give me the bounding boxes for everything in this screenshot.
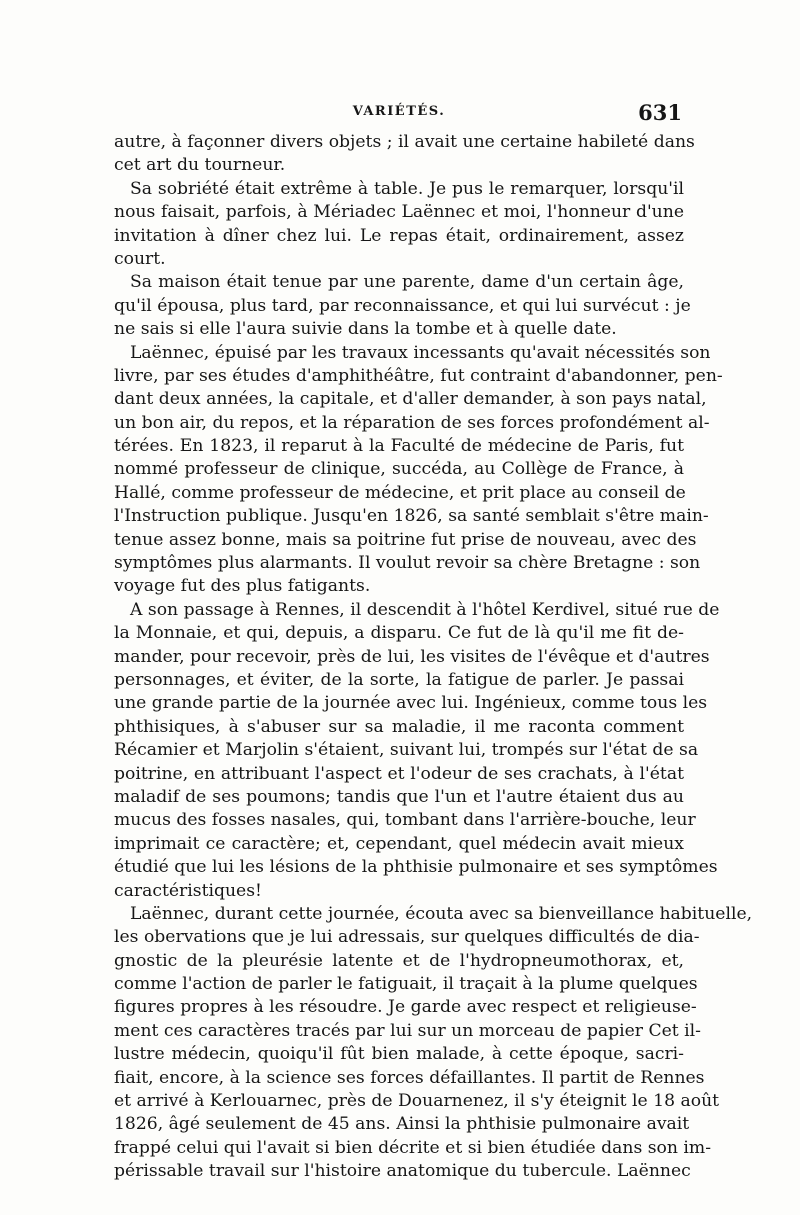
text-line: invitation à dîner chez lui. Le repas était, ordinairement, assez xyxy=(114,225,684,246)
text-line: Laënnec, durant cette journée, écouta avec sa bienveillance habituelle, xyxy=(130,903,753,924)
page-number: 631 xyxy=(638,100,682,125)
text-line: livre, par ses études d'amphithéâtre, fut contraint d'abandonner, pen- xyxy=(114,365,723,386)
text-line: frappé celui qui l'avait si bien décrite et si bien étudiée dans son im- xyxy=(114,1137,712,1158)
text-line: gnostic de la pleurésie latente et de l'hydropneumothorax, et, xyxy=(114,950,684,971)
text-line: court. xyxy=(114,248,166,269)
text-line: et arrivé à Kerlouarnec, près de Douarnenez, il s'y éteignit le 18 août xyxy=(114,1091,720,1112)
text-line: un bon air, du repos, et la réparation de ses forces profondément al- xyxy=(114,412,710,433)
text-line: étudié que lui les lésions de la phthisie pulmonaire et ses symptômes xyxy=(114,857,718,878)
text-line: mucus des fosses nasales, qui, tombant dans l'arrière-bouche, leur xyxy=(114,810,696,831)
text-line: nommé professeur de clinique, succéda, au Collège de France, à xyxy=(114,459,684,480)
text-line: térées. En 1823, il reparut à la Faculté de médecine de Paris, fut xyxy=(114,436,684,457)
text-line: une grande partie de la journée avec lui. Ingénieux, comme tous les xyxy=(114,693,708,714)
text-line: phthisiques, à s'abuser sur sa maladie, il me raconta comment xyxy=(114,716,684,737)
body-text xyxy=(114,131,753,1184)
text-line: cet art du tourneur. xyxy=(114,155,286,176)
text-line: A son passage à Rennes, il descendit à l'hôtel Kerdivel, situé rue de xyxy=(130,599,720,620)
text-line: la Monnaie, et qui, depuis, a disparu. Ce fut de là qu'il me fit de- xyxy=(114,623,684,644)
text-line: fiait, encore, à la science ses forces défaillantes. Il partit de Rennes xyxy=(114,1067,705,1088)
text-line: symptômes plus alarmants. Il voulut revoir sa chère Bretagne : son xyxy=(114,553,701,574)
text-line: autre, à façonner divers objets ; il avait une certaine habileté dans xyxy=(114,132,695,152)
text-line: mander, pour recevoir, près de lui, les visites de l'évêque et d'autres xyxy=(114,646,710,667)
text-line: 1826, âgé seulement de 45 ans. Ainsi la phthisie pulmonaire avait xyxy=(114,1114,690,1135)
text-line: Sa maison était tenue par une parente, dame d'un certain âge, xyxy=(130,272,684,293)
text-line: comme l'action de parler le fatiguait, il traçait à la plume quelques xyxy=(114,974,698,995)
text-line: nous faisait, parfois, à Mériadec Laënnec et moi, l'honneur d'une xyxy=(114,202,684,223)
text-line: ment ces caractères tracés par lui sur un morceau de papier Cet il- xyxy=(114,1020,701,1041)
text-line: ne sais si elle l'aura suivie dans la tombe et à quelle date. xyxy=(114,319,617,340)
text-line: Récamier et Marjolin s'étaient, suivant lui, trompés sur l'état de sa xyxy=(114,740,699,761)
text-line: l'Instruction publique. Jusqu'en 1826, sa santé semblait s'être main- xyxy=(114,506,709,527)
text-line: maladif de ses poumons; tandis que l'un et l'autre étaient dus au xyxy=(114,786,684,807)
text-line: personnages, et éviter, de la sorte, la fatigue de parler. Je passai xyxy=(114,669,684,690)
text-line: caractéristiques! xyxy=(114,880,262,901)
text-line: imprimait ce caractère; et, cependant, quel médecin avait mieux xyxy=(114,833,684,854)
text-line: périssable travail sur l'histoire anatomique du tubercule. Laënnec xyxy=(114,1161,691,1182)
text-line: lustre médecin, quoiqu'il fût bien malade, à cette époque, sacri- xyxy=(114,1044,684,1065)
text-line: figures propres à les résoudre. Je garde avec respect et religieuse- xyxy=(114,997,697,1018)
text-line: voyage fut des plus fatigants. xyxy=(114,576,371,597)
text-line: poitrine, en attribuant l'aspect et l'odeur de ses crachats, à l'état xyxy=(114,763,684,784)
text-line: dant deux années, la capitale, et d'aller demander, à son pays natal, xyxy=(114,389,707,410)
text-line: les obervations que je lui adressais, sur quelques difficultés de dia- xyxy=(114,927,700,948)
running-header xyxy=(114,100,684,126)
text-line: Sa sobriété était extrême à table. Je pus le remarquer, lorsqu'il xyxy=(130,178,684,199)
text-line: tenue assez bonne, mais sa poitrine fut prise de nouveau, avec des xyxy=(114,529,697,550)
running-title: VARIÉTÉS. xyxy=(352,104,446,119)
text-line: Hallé, comme professeur de médecine, et prit place au conseil de xyxy=(114,482,686,503)
text-line: Laënnec, épuisé par les travaux incessants qu'avait nécessités son xyxy=(130,342,711,363)
text-line: qu'il épousa, plus tard, par reconnaissance, et qui lui survécut : je xyxy=(114,295,691,316)
